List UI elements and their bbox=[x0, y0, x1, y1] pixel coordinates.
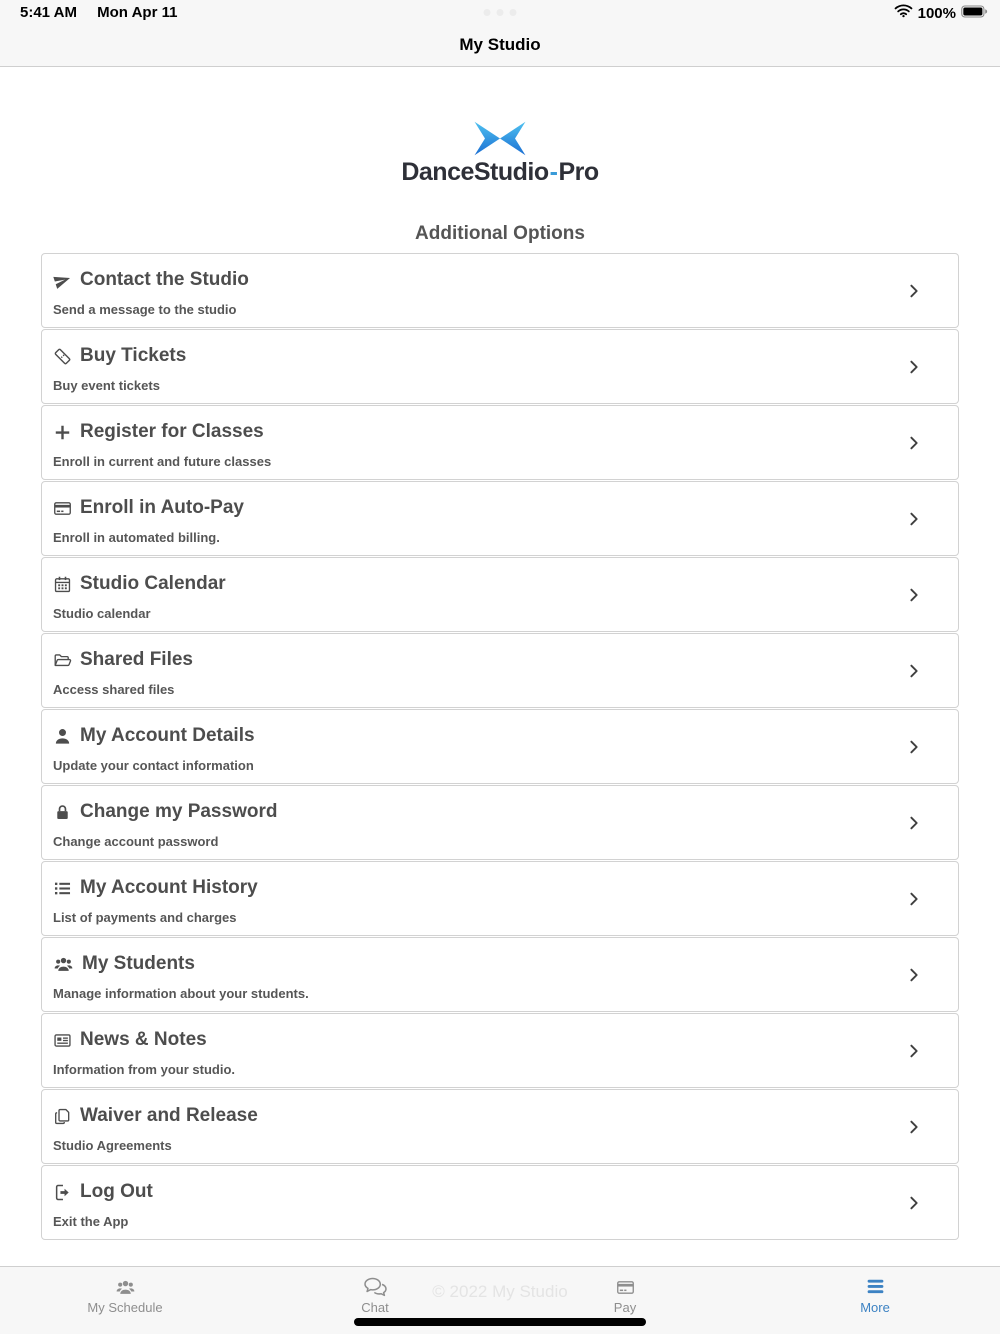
menu-item-title-row bbox=[53, 1181, 153, 1203]
menu-item-title-row bbox=[53, 725, 255, 747]
menu-item-subtitle: Buy event tickets bbox=[53, 378, 160, 393]
section-heading: Additional Options bbox=[415, 223, 585, 244]
menu-item-title: Enroll in Auto-Pay bbox=[80, 497, 244, 518]
menu-item-title: Studio Calendar bbox=[80, 573, 226, 594]
menu-item-title-row bbox=[53, 649, 193, 671]
wifi-icon bbox=[894, 4, 913, 22]
status-date: Mon Apr 11 bbox=[97, 4, 178, 21]
folder-open-icon bbox=[53, 651, 72, 670]
menu-item-subtitle: Send a message to the studio bbox=[53, 302, 237, 317]
chevron-right-icon bbox=[905, 510, 922, 527]
calendar-icon bbox=[53, 575, 72, 594]
chevron-right-icon bbox=[905, 890, 922, 907]
menu-item-my-students[interactable] bbox=[41, 937, 959, 1012]
menu-item-subtitle: Exit the App bbox=[53, 1214, 129, 1229]
tab-chat[interactable] bbox=[305, 1273, 445, 1315]
menu-item-subtitle: Enroll in current and future classes bbox=[53, 454, 272, 469]
battery-percent: 100% bbox=[917, 4, 956, 22]
menu-item-title-row bbox=[53, 953, 195, 975]
tab-label: More bbox=[860, 1300, 890, 1315]
menu-item-buy-tickets[interactable] bbox=[41, 329, 959, 404]
menu-item-title-row bbox=[53, 345, 186, 367]
menu-item-title: News & Notes bbox=[80, 1029, 207, 1050]
chevron-right-icon bbox=[905, 814, 922, 831]
newspaper-icon bbox=[53, 1031, 72, 1050]
chevron-right-icon bbox=[905, 434, 922, 451]
menu-item-studio-calendar[interactable] bbox=[41, 557, 959, 632]
battery-icon bbox=[961, 5, 988, 22]
menu-item-subtitle: Update your contact information bbox=[53, 758, 254, 773]
status-bar-right bbox=[894, 4, 988, 22]
menu-item-shared-files[interactable] bbox=[41, 633, 959, 708]
credit-card-icon bbox=[555, 1273, 695, 1297]
menu-item-title: Shared Files bbox=[80, 649, 193, 670]
menu-item-title-row bbox=[53, 1105, 258, 1127]
menu-item-title: Waiver and Release bbox=[80, 1105, 258, 1126]
menu-item-change-my-password[interactable] bbox=[41, 785, 959, 860]
copy-icon bbox=[53, 1107, 72, 1126]
chevron-right-icon bbox=[905, 738, 922, 755]
menu-item-register-for-classes[interactable] bbox=[41, 405, 959, 480]
users-icon bbox=[53, 955, 74, 974]
menu-item-contact-the-studio[interactable] bbox=[41, 253, 959, 328]
menu-item-title-row bbox=[53, 269, 249, 291]
menu-item-subtitle: Manage information about your students. bbox=[53, 986, 309, 1001]
brand-name-suffix: Pro bbox=[558, 158, 599, 186]
menu-item-title: Register for Classes bbox=[80, 421, 264, 442]
chevron-right-icon bbox=[905, 358, 922, 375]
menu-item-my-account-history[interactable] bbox=[41, 861, 959, 936]
list-icon bbox=[53, 879, 72, 898]
menu-list bbox=[41, 253, 959, 1241]
tab-label: Chat bbox=[361, 1300, 389, 1315]
copyright-watermark: © 2022 My Studio bbox=[432, 1282, 568, 1301]
bars-icon bbox=[805, 1273, 945, 1297]
menu-item-subtitle: Information from your studio. bbox=[53, 1062, 235, 1077]
status-bar-left bbox=[20, 4, 177, 21]
menu-item-title: My Account History bbox=[80, 877, 258, 898]
brand-logo bbox=[0, 120, 1000, 187]
menu-item-my-account-details[interactable] bbox=[41, 709, 959, 784]
menu-item-subtitle: Studio Agreements bbox=[53, 1138, 172, 1153]
ticket-icon bbox=[53, 347, 72, 366]
menu-item-title-row bbox=[53, 877, 258, 899]
home-indicator[interactable] bbox=[354, 1318, 646, 1326]
sign-out-icon bbox=[53, 1183, 72, 1202]
menu-item-subtitle: Change account password bbox=[53, 834, 219, 849]
plus-icon bbox=[53, 423, 72, 442]
chevron-right-icon bbox=[905, 1042, 922, 1059]
brand-name bbox=[0, 158, 1000, 187]
menu-item-title: My Students bbox=[82, 953, 195, 974]
tab-my-schedule[interactable] bbox=[55, 1273, 195, 1315]
tab-label: Pay bbox=[613, 1300, 637, 1315]
menu-item-news-notes[interactable] bbox=[41, 1013, 959, 1088]
lock-icon bbox=[53, 803, 72, 822]
chevron-right-icon bbox=[905, 586, 922, 603]
header bbox=[0, 0, 1000, 67]
menu-item-title: Buy Tickets bbox=[80, 345, 187, 366]
credit-card-icon bbox=[53, 499, 72, 518]
tab-more[interactable] bbox=[805, 1273, 945, 1315]
menu-item-title-row bbox=[53, 573, 226, 595]
tab-pay[interactable] bbox=[555, 1273, 695, 1315]
menu-item-log-out[interactable] bbox=[41, 1165, 959, 1240]
chevron-right-icon bbox=[905, 282, 922, 299]
menu-item-subtitle: Studio calendar bbox=[53, 606, 151, 621]
menu-item-enroll-in-auto-pay[interactable] bbox=[41, 481, 959, 556]
brand-name-dash: - bbox=[549, 158, 558, 186]
menu-item-title-row bbox=[53, 1029, 207, 1051]
chevron-right-icon bbox=[905, 966, 922, 983]
comments-icon bbox=[305, 1273, 445, 1297]
chevron-right-icon bbox=[905, 1194, 922, 1211]
page-title: My Studio bbox=[459, 35, 541, 54]
paper-plane-icon bbox=[53, 271, 72, 290]
users-icon bbox=[55, 1273, 195, 1297]
tab-label: My Schedule bbox=[87, 1300, 163, 1315]
butterfly-x-logo-icon bbox=[471, 120, 529, 157]
multitasking-dots-icon bbox=[484, 9, 517, 16]
menu-item-title-row bbox=[53, 421, 264, 443]
menu-item-title: My Account Details bbox=[80, 725, 255, 746]
menu-item-title: Change my Password bbox=[80, 801, 278, 822]
menu-item-waiver-and-release[interactable] bbox=[41, 1089, 959, 1164]
brand-name-main: DanceStudio bbox=[401, 158, 549, 186]
menu-item-title: Log Out bbox=[80, 1181, 153, 1202]
menu-item-title-row bbox=[53, 801, 277, 823]
menu-item-subtitle: Access shared files bbox=[53, 682, 175, 697]
user-icon bbox=[53, 727, 72, 746]
menu-item-subtitle: List of payments and charges bbox=[53, 910, 237, 925]
status-time: 5:41 AM bbox=[20, 4, 77, 21]
chevron-right-icon bbox=[905, 1118, 922, 1135]
menu-item-title: Contact the Studio bbox=[80, 269, 249, 290]
menu-item-subtitle: Enroll in automated billing. bbox=[53, 530, 220, 545]
chevron-right-icon bbox=[905, 662, 922, 679]
menu-item-title-row bbox=[53, 497, 244, 519]
